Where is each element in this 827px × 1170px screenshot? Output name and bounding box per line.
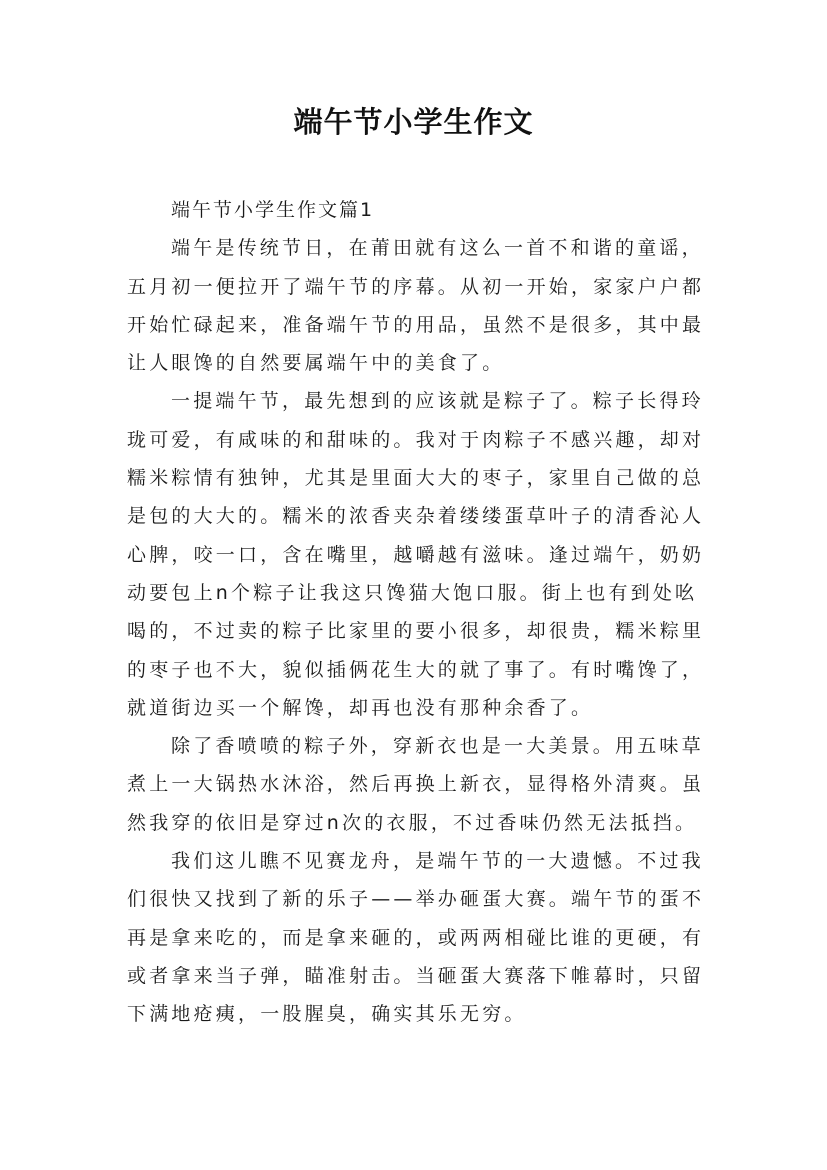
paragraph-line: 煮上一大锅热水沐浴，然后再换上新衣，显得格外清爽。虽 [127, 773, 705, 796]
paragraph-line: 我们这儿瞧不见赛龙舟，是端午节的一大遗憾。不过我 [171, 850, 704, 873]
paragraph-line: 一提端午节，最先想到的应该就是粽子了。粽子长得玲 [171, 390, 704, 413]
paragraph-line: 珑可爱，有咸味的和甜味的。我对于肉粽子不感兴趣，却对 [127, 428, 705, 451]
paragraph-line: 糯米粽情有独钟，尤其是里面大大的枣子，家里自己做的总 [127, 467, 705, 490]
paragraph-line: 们很快又找到了新的乐子——举办砸蛋大赛。端午节的蛋不 [127, 888, 705, 911]
paragraph-line: 下满地疮痍，一股腥臭，确实其乐无穷。 [127, 1003, 527, 1026]
paragraph-line: 动要包上n个粽子让我这只馋猫大饱口服。街上也有到处吆 [127, 581, 698, 604]
section-heading: 端午节小学生作文篇1 [171, 199, 375, 221]
paragraph-line: 的枣子也不大，貌似插俩花生大的就了事了。有时嘴馋了， [127, 658, 705, 681]
document-body [127, 191, 717, 1034]
paragraph-line: 或者拿来当子弹，瞄准射击。当砸蛋大赛落下帷幕时，只留 [127, 964, 705, 987]
paragraph-line: 除了香喷喷的粽子外，穿新衣也是一大美景。用五味草 [171, 735, 704, 758]
paragraph-line: 五月初一便拉开了端午节的序幕。从初一开始，家家户户都 [127, 275, 705, 298]
paragraph-line: 然我穿的依旧是穿过n次的衣服，不过香味仍然无法抵挡。 [127, 811, 698, 834]
paragraph-line: 开始忙碌起来，准备端午节的用品，虽然不是很多，其中最 [127, 313, 705, 336]
paragraph-line: 是包的大大的。糯米的浓香夹杂着缕缕蛋草叶子的清香沁人 [127, 505, 705, 528]
paragraph-line: 心脾，咬一口，含在嘴里，越嚼越有滋味。逢过端午，奶奶 [127, 543, 705, 566]
paragraph-line: 喝的，不过卖的粽子比家里的要小很多，却很贵，糯米粽里 [127, 620, 705, 643]
document-title: 端午节小学生作文 [293, 105, 534, 139]
paragraph-line: 就道街边买一个解馋，却再也没有那种余香了。 [127, 696, 594, 719]
paragraph-line: 让人眼馋的自然要属端午中的美食了。 [127, 352, 505, 375]
paragraph-line: 端午是传统节日，在莆田就有这么一首不和谐的童谣， [171, 237, 704, 260]
paragraph-line: 再是拿来吃的，而是拿来砸的，或两两相碰比谁的更硬，有 [127, 926, 705, 949]
